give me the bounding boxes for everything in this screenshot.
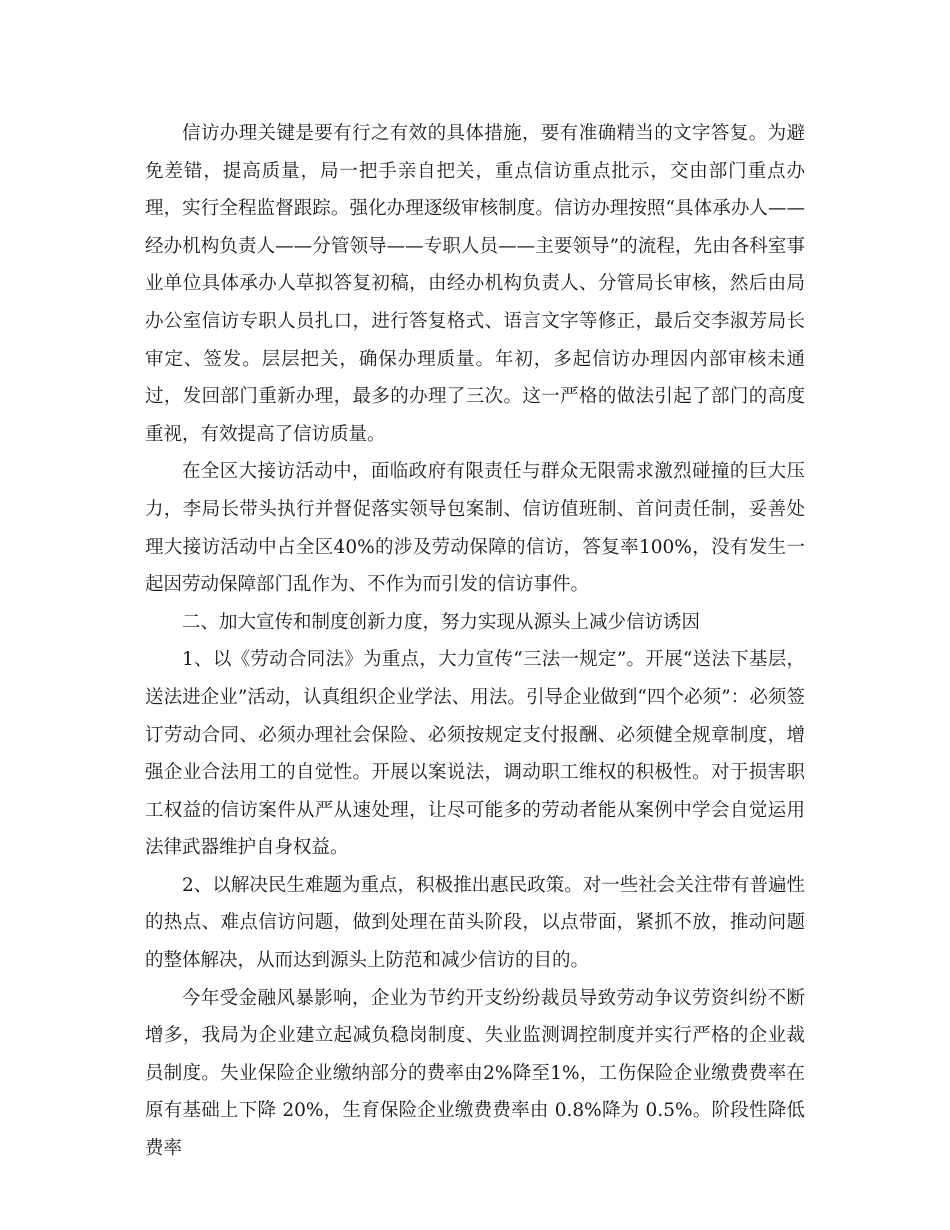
paragraph-review-process: 信访办理关键是要有行之有效的具体措施，要有准确精当的文字答复。为避免差错，提高质量，局一把手亲自把关，重点信访重点批示，交由部门重点办理，实行全程监督跟踪。强化办理逐级审核制度。信访办理按照“具体承办人——经办机构负责人——分管领导——专职人员——主要领导”的流程，先由各科室事业单位具体承办人草拟答复初稿，由经办机构负责人、分管局长审核，然后由局办公室信访专职人员扎口，进行答复格式、语言文字等修正，最后交李淑芳局长审定、签发。层层把关，确保办理质量。年初，多起信访办理因内部审核未通过，发回部门重新办理，最多的办理了三次。这一严格的做法引起了部门的高度重视，有效提高了信访质量。 bbox=[145, 123, 805, 445]
paragraph-reception-activity: 在全区大接访活动中，面临政府有限责任与群众无限需求激烈碰撞的巨大压力，李局长带头执行并督促落实领导包案制、信访值班制、首问责任制，妥善处理大接访活动中占全区40%的涉及劳动保障的信访，答复率100%，没有发生一起因劳动保障部门乱作为、不作为而引发的信访事件。 bbox=[145, 461, 805, 596]
section-heading-publicity: 二、加大宣传和制度创新力度，努力实现从源头上减少信访诱因 bbox=[182, 611, 701, 633]
paragraph-financial-crisis: 今年受金融风暴影响，企业为节约开支纷纷裁员导致劳动争议劳资纠纷不断增多，我局为企业建立起减负稳岗制度、失业监测调控制度并实行严格的企业裁员制度。失业保险企业缴纳部分的费率由2%降至1%，工伤保险企业缴费费率在原有基础上下降 20%，生育保险企业缴费费率由 0.8%降为 0.5%。阶段性降低费率 bbox=[145, 987, 805, 1160]
paragraph-labor-contract-law: 1、以《劳动合同法》为重点，大力宣传“三法一规定”。开展“送法下基层，送法进企业”活动，认真组织企业学法、用法。引导企业做到“四个必须”：必须签订劳动合同、必须办理社会保险、必须按规定支付报酬、必须健全规章制度，增强企业合法用工的自觉性。开展以案说法，调动职工维权的积极性。对于损害职工权益的信访案件从严从速处理，让尽可能多的劳动者能从案例中学会自觉运用法律武器维护自身权益。 bbox=[145, 649, 805, 859]
paragraph-livelihood-policies: 2、以解决民生难题为重点，积极推出惠民政策。对一些社会关注带有普遍性的热点、难点信访问题，做到处理在苗头阶段，以点带面，紧抓不放，推动问题的整体解决，从而达到源头上防范和减少信访的目的。 bbox=[145, 874, 805, 972]
document-body bbox=[145, 115, 805, 1168]
